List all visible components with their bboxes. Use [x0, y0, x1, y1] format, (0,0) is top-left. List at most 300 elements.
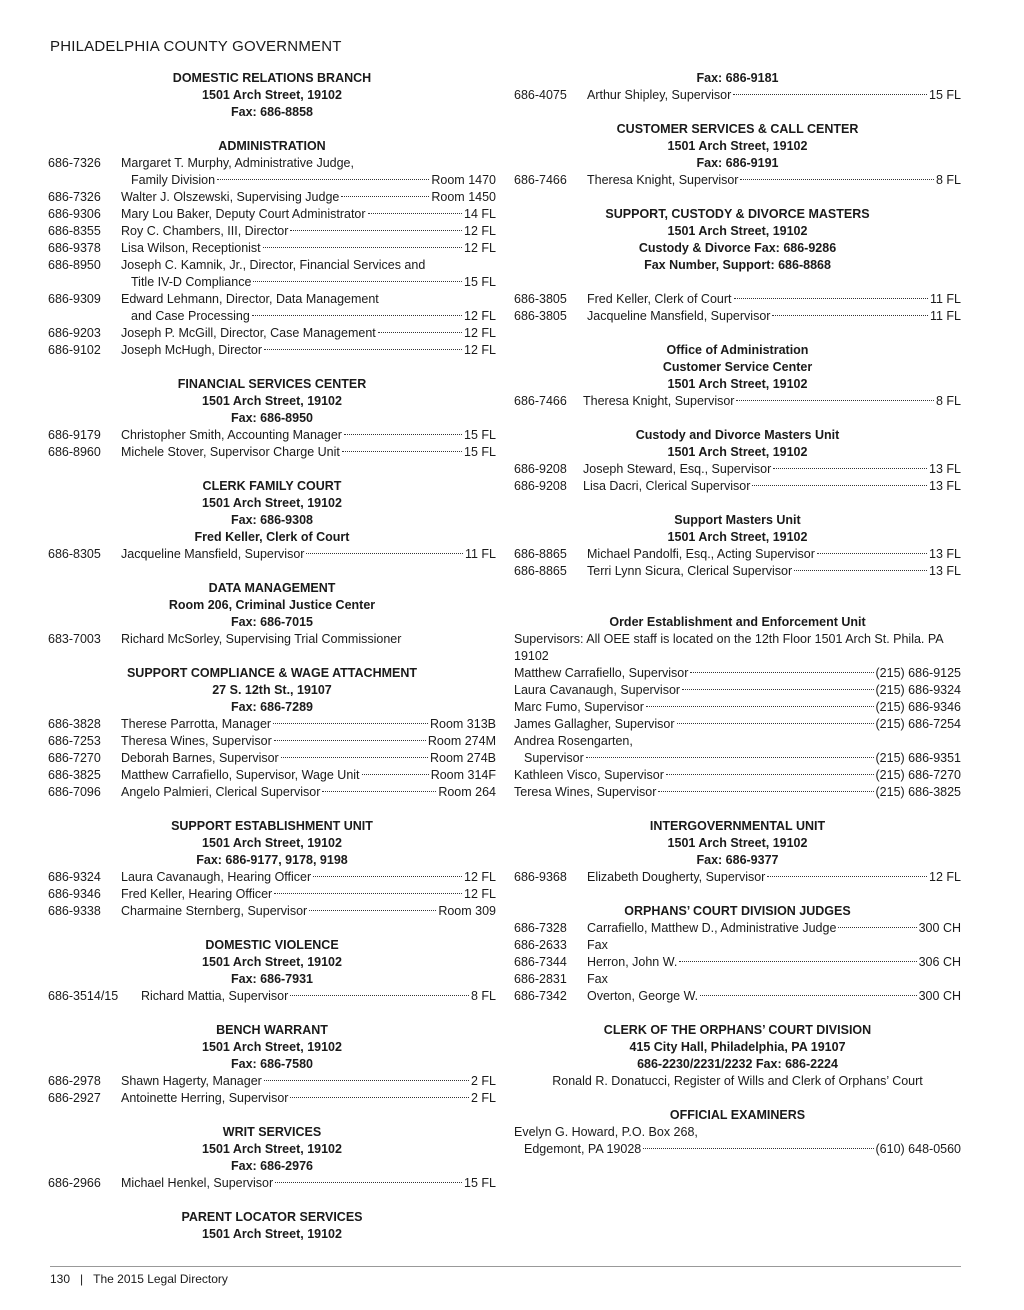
entry-location: Room 274M: [427, 734, 496, 748]
entry-text: [121, 886, 496, 903]
entry-name: Margaret T. Murphy, Administrative Judge,: [121, 156, 354, 170]
section-heading: CLERK FAMILY COURT: [202, 479, 342, 493]
section-heading: 27 S. 12th St., 19107: [212, 683, 332, 697]
section-heading: SUPPORT COMPLIANCE & WAGE ATTACHMENT: [126, 666, 418, 680]
directory-entry: [514, 682, 961, 699]
dot-leader: [290, 230, 462, 231]
entry-location: 15 FL: [464, 428, 496, 442]
section-heading: Support Masters Unit: [674, 513, 801, 527]
dot-leader: [253, 281, 462, 282]
right-column: [514, 70, 961, 1175]
entry-phone: 686-7326: [48, 156, 101, 170]
entry-name: Michael Pandolfi, Esq., Acting Supervisor: [587, 547, 815, 561]
entry-phone: 686-7342: [514, 989, 567, 1003]
entry-location: 13 FL: [929, 479, 961, 493]
page-title: PHILADELPHIA COUNTY GOVERNMENT: [50, 38, 342, 55]
section-heading: 1501 Arch Street, 19102: [667, 139, 808, 153]
entry-text: [583, 461, 961, 478]
dot-leader: [263, 247, 462, 248]
section-heading: ADMINISTRATION: [218, 139, 326, 153]
directory-section: [48, 818, 496, 920]
entry-name: Terri Lynn Sicura, Clerical Supervisor: [587, 564, 793, 578]
directory-section: [48, 70, 496, 121]
entry-text: [514, 699, 961, 716]
dot-leader: [838, 927, 916, 928]
directory-entry: [48, 308, 496, 325]
directory-entry: [48, 325, 496, 342]
dot-leader: [794, 570, 927, 571]
dot-leader: [264, 1080, 469, 1081]
entry-location: (610) 648-0560: [875, 1142, 961, 1156]
section-heading: FINANCIAL SERVICES CENTER: [177, 377, 367, 391]
directory-entry: [514, 461, 961, 478]
directory-entry: [48, 631, 496, 648]
entry-phone: 686-8305: [48, 547, 101, 561]
entry-name: Evelyn G. Howard, P.O. Box 268,: [514, 1125, 698, 1139]
section-heading: Fax Number, Support: 686-8868: [644, 258, 831, 272]
entry-text: [121, 546, 496, 563]
entry-name: Walter J. Olszewski, Supervising Judge: [121, 190, 340, 204]
directory-entry: [48, 988, 496, 1005]
dot-leader: [646, 706, 874, 707]
dot-leader: [313, 876, 462, 877]
dot-leader: [281, 757, 428, 758]
directory-entry: [48, 1073, 496, 1090]
entry-phone: 686-9309: [48, 292, 101, 306]
section-heading: Fred Keller, Clerk of Court: [194, 530, 350, 544]
entry-location: 11 FL: [929, 309, 961, 323]
directory-entry: [514, 971, 961, 988]
entry-location: Room 309: [438, 904, 496, 918]
entry-text: [121, 869, 496, 886]
dot-leader: [586, 757, 874, 758]
entry-location: (215) 686-7254: [875, 717, 961, 731]
entry-text: [121, 750, 496, 767]
entry-location: 12 FL: [464, 224, 496, 238]
dot-leader: [368, 213, 462, 214]
section-heading: 1501 Arch Street, 19102: [202, 496, 342, 510]
dot-leader: [734, 298, 928, 299]
directory-section: [514, 1022, 961, 1090]
directory-entry: [514, 784, 961, 801]
entry-phone: 686-8865: [514, 547, 567, 561]
entry-name: Joseph Steward, Esq., Supervisor: [583, 462, 772, 476]
entry-location: (215) 686-7270: [875, 768, 961, 782]
directory-entry: [48, 444, 496, 461]
directory-entry: [514, 750, 961, 767]
entry-name: Supervisor: [524, 751, 584, 765]
entry-name: Lisa Wilson, Receptionist: [121, 241, 261, 255]
entry-text: [121, 274, 496, 291]
entry-name: Carrafiello, Matthew D., Administrative Judge: [587, 921, 837, 935]
directory-entry: [514, 767, 961, 784]
entry-location: 15 FL: [464, 275, 496, 289]
entry-text: [121, 733, 496, 750]
dot-leader: [306, 553, 463, 554]
entry-location: 13 FL: [929, 547, 961, 561]
entry-text: [121, 903, 496, 920]
section-heading: 1501 Arch Street, 19102: [667, 377, 808, 391]
entry-name: Deborah Barnes, Supervisor: [121, 751, 279, 765]
section-heading: Custody and Divorce Masters Unit: [635, 428, 840, 442]
directory-section: [48, 580, 496, 648]
entry-phone: 686-2633: [514, 938, 567, 952]
directory-section: [48, 1124, 496, 1192]
dot-leader: [344, 434, 462, 435]
directory-section: [48, 1209, 496, 1243]
directory-entry: [48, 1090, 496, 1107]
entry-name: Charmaine Sternberg, Supervisor: [121, 904, 308, 918]
entry-name: Joseph McHugh, Director: [121, 343, 263, 357]
directory-section: [514, 342, 961, 410]
entry-location: Room 1470: [431, 173, 496, 187]
section-heading: OFFICIAL EXAMINERS: [669, 1108, 806, 1122]
directory-entry: [514, 733, 961, 750]
directory-entry: [48, 342, 496, 359]
entry-location: 12 FL: [464, 241, 496, 255]
directory-entry: [514, 546, 961, 563]
entry-phone: 686-9102: [48, 343, 101, 357]
dot-leader: [700, 995, 916, 996]
directory-entry: [514, 937, 961, 954]
directory-entry: [514, 478, 961, 495]
section-heading: 1501 Arch Street, 19102: [202, 1227, 342, 1241]
entry-phone: 686-7466: [514, 173, 567, 187]
section-heading: 1501 Arch Street, 19102: [202, 836, 342, 850]
dot-leader: [817, 553, 927, 554]
section-heading: 1501 Arch Street, 19102: [667, 224, 808, 238]
entry-name: Theresa Wines, Supervisor: [121, 734, 272, 748]
entry-phone: 686-7270: [48, 751, 101, 765]
entry-phone: 686-7466: [514, 394, 567, 408]
directory-entry: [514, 869, 961, 886]
section-heading: Fax: 686-9181: [696, 71, 779, 85]
entry-phone: 686-7328: [514, 921, 567, 935]
entry-phone: 686-9324: [48, 870, 101, 884]
dot-leader: [733, 94, 927, 95]
entry-location: 8 FL: [935, 394, 961, 408]
entry-location: (215) 686-9324: [875, 683, 961, 697]
entry-location: 300 CH: [918, 921, 961, 935]
entry-text: [121, 1175, 496, 1192]
entry-text: [121, 444, 496, 461]
entry-location: 12 FL: [464, 343, 496, 357]
dot-leader: [658, 791, 873, 792]
directory-section: [48, 478, 496, 563]
directory-section: [48, 138, 496, 359]
entry-name: Joseph C. Kamnik, Jr., Director, Financial Services and: [121, 258, 426, 272]
entry-name: Kathleen Visco, Supervisor: [514, 768, 664, 782]
entry-text: [121, 206, 496, 223]
entry-text: [121, 784, 496, 801]
section-heading: 1501 Arch Street, 19102: [667, 445, 808, 459]
directory-section: [514, 206, 961, 325]
dot-leader: [273, 723, 428, 724]
entry-text: [121, 155, 496, 172]
entry-text: [121, 716, 496, 733]
section-heading: DOMESTIC VIOLENCE: [205, 938, 339, 952]
entry-phone: 686-8355: [48, 224, 101, 238]
directory-entry: [48, 716, 496, 733]
section-heading: Fax: 686-2976: [230, 1159, 313, 1173]
entry-phone: 686-3828: [48, 717, 101, 731]
page-footer: [50, 1266, 961, 1286]
directory-section: [514, 427, 961, 495]
entry-name: Michele Stover, Supervisor Charge Unit: [121, 445, 340, 459]
entry-name: Lisa Dacri, Clerical Supervisor: [583, 479, 751, 493]
entry-text: [121, 342, 496, 359]
entry-text: [121, 257, 496, 274]
entry-name: Family Division: [131, 173, 216, 187]
entry-location: (215) 686-3825: [875, 785, 961, 799]
entry-name: Mary Lou Baker, Deputy Court Administrator: [121, 207, 366, 221]
entry-phone: 683-7003: [48, 632, 101, 646]
directory-entry: [48, 767, 496, 784]
entry-name: Elizabeth Dougherty, Supervisor: [587, 870, 766, 884]
directory-section: [514, 903, 961, 1005]
entry-text: [587, 988, 961, 1005]
section-heading: Fax: 686-7580: [230, 1057, 313, 1071]
entry-name: Christopher Smith, Accounting Manager: [121, 428, 342, 442]
directory-entry: [48, 240, 496, 257]
dot-leader: [682, 689, 873, 690]
entry-phone: 686-9306: [48, 207, 101, 221]
dot-leader: [342, 451, 462, 452]
section-heading: WRIT SERVICES: [222, 1125, 322, 1139]
entry-phone: 686-4075: [514, 88, 567, 102]
dot-leader: [290, 995, 469, 996]
entry-location: (215) 686-9125: [875, 666, 961, 680]
entry-name: Laura Cavanaugh, Supervisor: [514, 683, 681, 697]
directory-entry: [514, 920, 961, 937]
directory-entry: [48, 886, 496, 903]
entry-name: Jacqueline Mansfield, Supervisor: [121, 547, 305, 561]
entry-location: 306 CH: [918, 955, 961, 969]
directory-entry: [514, 291, 961, 308]
section-heading: Order Establishment and Enforcement Unit: [609, 615, 866, 629]
directory-section: [514, 512, 961, 580]
dot-leader: [643, 1148, 873, 1149]
entry-name: James Gallagher, Supervisor: [514, 717, 675, 731]
section-heading: 1501 Arch Street, 19102: [667, 530, 808, 544]
directory-section: [514, 818, 961, 886]
entry-name: Michael Henkel, Supervisor: [121, 1176, 274, 1190]
directory-entry: [48, 903, 496, 920]
directory-entry: [48, 172, 496, 189]
entry-text: [141, 988, 496, 1005]
dot-leader: [264, 349, 462, 350]
entry-text: [514, 750, 961, 767]
section-intro: Supervisors: All OEE staff is located on the 12th Floor 1501 Arch St. Phila. PA 19102: [514, 632, 943, 663]
entry-text: [514, 733, 961, 750]
directory-section: [48, 937, 496, 1005]
directory-entry: [514, 172, 961, 189]
entry-text: [121, 631, 496, 648]
entry-location: Room 274B: [429, 751, 496, 765]
section-heading: Office of Administration: [666, 343, 809, 357]
entry-text: [587, 172, 961, 189]
entry-name: Marc Fumo, Supervisor: [514, 700, 644, 714]
entry-location: 8 FL: [470, 989, 496, 1003]
directory-section: [514, 70, 961, 104]
directory-entry: [48, 274, 496, 291]
section-heading: Fax: 686-7289: [230, 700, 313, 714]
section-heading: 1501 Arch Street, 19102: [667, 836, 808, 850]
entry-text: [121, 240, 496, 257]
dot-leader: [309, 910, 436, 911]
entry-text: [121, 1073, 496, 1090]
directory-section: [514, 597, 961, 801]
entry-location: 8 FL: [935, 173, 961, 187]
entry-phone: 686-9378: [48, 241, 101, 255]
entry-location: 12 FL: [464, 887, 496, 901]
directory-entry: [514, 954, 961, 971]
section-heading: Fax: 686-7931: [230, 972, 313, 986]
entry-phone: 686-9179: [48, 428, 101, 442]
entry-name: Matthew Carrafiello, Supervisor, Wage Unit: [121, 768, 360, 782]
entry-text: [583, 478, 961, 495]
directory-entry: [514, 393, 961, 410]
entry-location: 15 FL: [464, 1176, 496, 1190]
dot-leader: [679, 961, 916, 962]
entry-location: 11 FL: [464, 547, 496, 561]
section-heading: 415 City Hall, Philadelphia, PA 19107: [629, 1040, 846, 1054]
entry-location: 12 FL: [464, 326, 496, 340]
entry-name: Angelo Palmieri, Clerical Supervisor: [121, 785, 321, 799]
dot-leader: [362, 774, 429, 775]
dot-leader: [677, 723, 874, 724]
dot-leader: [217, 179, 429, 180]
entry-name: Arthur Shipley, Supervisor: [587, 88, 732, 102]
entry-text: [121, 427, 496, 444]
entry-location: Room 264: [438, 785, 496, 799]
directory-entry: [48, 869, 496, 886]
section-heading: 1501 Arch Street, 19102: [202, 88, 342, 102]
dot-leader: [666, 774, 874, 775]
entry-name: Edward Lehmann, Director, Data Management: [121, 292, 379, 306]
directory-entry: [514, 1141, 961, 1158]
directory-entry: [48, 291, 496, 308]
section-heading: DOMESTIC RELATIONS BRANCH: [172, 71, 372, 85]
section-heading: SUPPORT, CUSTODY & DIVORCE MASTERS: [605, 207, 870, 221]
section-heading: SUPPORT ESTABLISHMENT UNIT: [171, 819, 373, 833]
entry-location: 2 FL: [470, 1074, 496, 1088]
entry-name: Andrea Rosengarten,: [514, 734, 633, 748]
entry-name: Richard McSorley, Supervising Trial Commissioner: [121, 632, 402, 646]
entry-name: Overton, George W.: [587, 989, 699, 1003]
entry-text: [121, 172, 496, 189]
section-heading: ORPHANS’ COURT DIVISION JUDGES: [624, 904, 851, 918]
section-heading: 686-2230/2231/2232 Fax: 686-2224: [637, 1057, 838, 1071]
entry-location: 11 FL: [929, 292, 961, 306]
section-heading: INTERGOVERNMENTAL UNIT: [649, 819, 826, 833]
section-heading: Fax: 686-9177, 9178, 9198: [196, 853, 348, 867]
directory-entry: [48, 546, 496, 563]
entry-name: Jacqueline Mansfield, Supervisor: [587, 309, 771, 323]
section-heading: PARENT LOCATOR SERVICES: [181, 1210, 363, 1224]
entry-location: 12 FL: [464, 870, 496, 884]
dot-leader: [740, 179, 934, 180]
entry-text: [121, 325, 496, 342]
entry-name: Fred Keller, Hearing Officer: [121, 887, 273, 901]
entry-text: [587, 563, 961, 580]
section-heading: Room 206, Criminal Justice Center: [168, 598, 376, 612]
section-heading: Custody & Divorce Fax: 686-9286: [638, 241, 837, 255]
entry-phone: 686-3805: [514, 309, 567, 323]
entry-name: Teresa Wines, Supervisor: [514, 785, 657, 799]
directory-entry: [514, 988, 961, 1005]
entry-phone: 686-7344: [514, 955, 567, 969]
dot-leader: [252, 315, 462, 316]
page-number: 130: [50, 1272, 71, 1286]
entry-text: [121, 223, 496, 240]
entry-text: [121, 291, 496, 308]
entry-phone: 686-8865: [514, 564, 567, 578]
entry-text: [587, 87, 961, 104]
directory-entry: [514, 87, 961, 104]
entry-text: [583, 393, 961, 410]
dot-leader: [772, 315, 928, 316]
entry-phone: 686-9368: [514, 870, 567, 884]
entry-text: [121, 767, 496, 784]
entry-phone: 686-8950: [48, 258, 101, 272]
entry-phone: 686-3514/15: [48, 989, 119, 1003]
entry-phone: 686-7096: [48, 785, 101, 799]
section-heading: CLERK OF THE ORPHANS’ COURT DIVISION: [603, 1023, 872, 1037]
directory-entry: [514, 699, 961, 716]
entry-phone: 686-9338: [48, 904, 101, 918]
section-heading: BENCH WARRANT: [216, 1023, 328, 1037]
directory-entry: [514, 716, 961, 733]
directory-entry: [48, 155, 496, 172]
entry-phone: 686-9346: [48, 887, 101, 901]
entry-location: 300 CH: [918, 989, 961, 1003]
entry-text: [121, 1090, 496, 1107]
section-heading: Fax: 686-9191: [696, 156, 779, 170]
dot-leader: [767, 876, 927, 877]
entry-text: [514, 716, 961, 733]
entry-text: [587, 308, 961, 325]
entry-location: Room 314F: [430, 768, 496, 782]
section-heading: Fax: 686-9377: [696, 853, 779, 867]
directory-entry: [514, 665, 961, 682]
dot-leader: [690, 672, 873, 673]
entry-phone: 686-2831: [514, 972, 567, 986]
entry-location: Room 1450: [431, 190, 496, 204]
entry-location: (215) 686-9351: [875, 751, 961, 765]
dot-leader: [322, 791, 436, 792]
directory-section: [514, 1107, 961, 1158]
entry-text: [514, 1124, 961, 1141]
entry-name: Matthew Carrafiello, Supervisor: [514, 666, 689, 680]
directory-section: [48, 376, 496, 461]
entry-text: [514, 665, 961, 682]
entry-text: [514, 1141, 961, 1158]
entry-location: 12 FL: [929, 870, 961, 884]
entry-text: [587, 869, 961, 886]
entry-location: 2 FL: [470, 1091, 496, 1105]
entry-text: [121, 189, 496, 206]
section-heading: 1501 Arch Street, 19102: [202, 394, 342, 408]
entry-phone: 686-7326: [48, 190, 101, 204]
dot-leader: [752, 485, 927, 486]
entry-location: 14 FL: [464, 207, 496, 221]
section-heading: 1501 Arch Street, 19102: [202, 1040, 342, 1054]
entry-text: [587, 546, 961, 563]
dot-leader: [773, 468, 927, 469]
directory-entry: [48, 206, 496, 223]
entry-name: Antoinette Herring, Supervisor: [121, 1091, 289, 1105]
